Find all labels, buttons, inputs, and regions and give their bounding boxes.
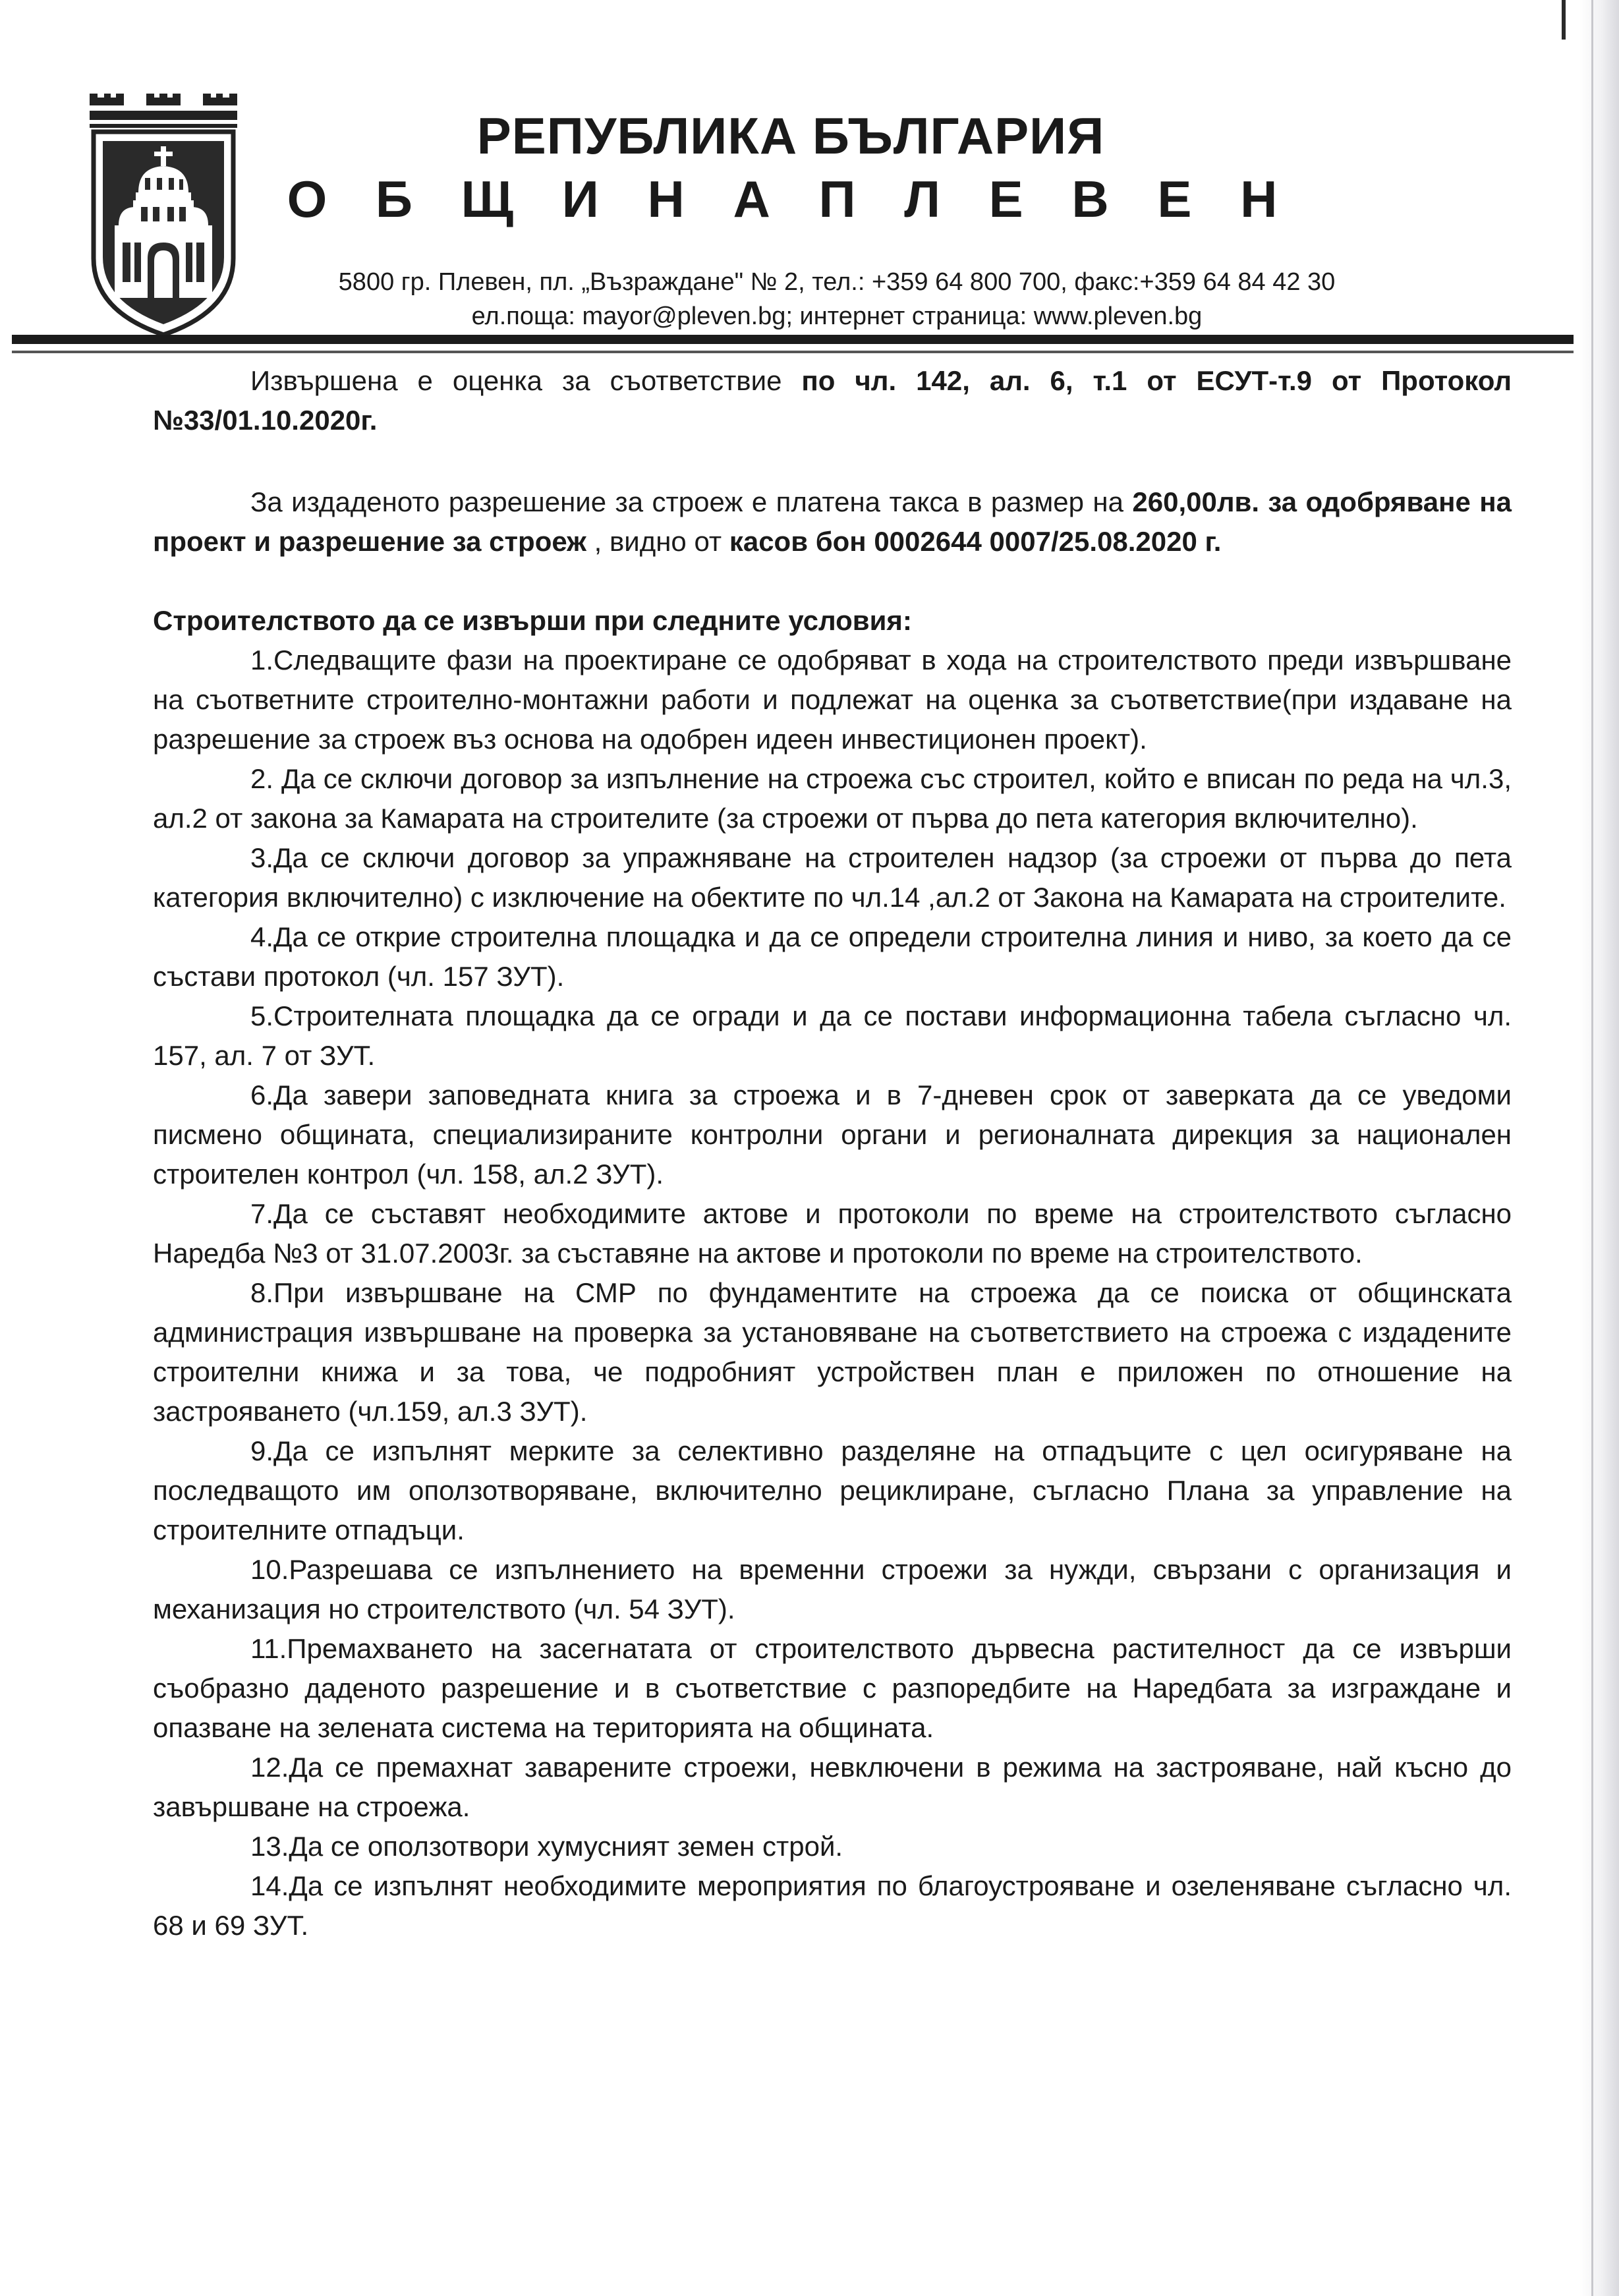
address-line: 5800 гр. Плевен, пл. „Възраждане" № 2, тел.: +359 64 800 700, факс:+359 64 84 42 30 [338,268,1336,296]
assessment-reference: по чл. 142, ал. 6, т.1 от ЕСУТ-т.9 от Протокол №33/01.10.2020г. [153,365,1512,436]
condition-item: 10.Разрешава се изпълнението на временни строежи за нужди, свързани с организация и механизация но строителството (чл. 54 ЗУТ). [153,1554,1512,1624]
header-divider-thick [12,335,1574,344]
letterhead-title [264,105,1555,232]
scan-corner-mark [1562,0,1566,40]
email-web-line: ел.поща: mayor@pleven.bg; интернет страница: www.pleven.bg [471,302,1203,330]
fee-text: За издаденото разрешение за строеж е платена такса в размер на [250,486,1133,517]
assessment-paragraph [153,361,1512,440]
fee-receipt: касов бон 0002644 0007/25.08.2020 г. [729,526,1222,557]
condition-item: 7.Да се съставят необходимите актове и протоколи по време на строителството съгласно Наредба №3 от 31.07.2003г. за съставяне на актове и протоколи по време на строителството. [153,1198,1512,1269]
condition-item: 3.Да се сключи договор за упражняване на строителен надзор (за строежи от първа до пета категория включително) с изключение на обектите по чл.14 ,ал.2 от Закона на Камарата на строителите. [153,842,1512,913]
fee-amount: 260,00лв. за одобряване на проект и разрешение за строеж [153,486,1512,557]
country-title: РЕПУБЛИКА БЪЛГАРИЯ [476,107,1105,165]
header-divider-thin [12,351,1574,353]
fee-paragraph [153,482,1512,561]
condition-item: 8.При извършване на СМР по фундаментите на строежа да се поиска от общинската администрация извършване на проверка за установяване на съответствието на строежа с издадените строителни книжа и за това, че подробният устройствен план е приложен по отношение на застрояването (чл.159, ал.3 ЗУТ). [153,1277,1512,1427]
condition-item: 14.Да се изпълнят необходимите мероприятия по благоустрояване и озеленяване съгласно чл. 68 и 69 ЗУТ. [153,1870,1512,1941]
conditions-heading: Строителството да се извърши при следните условия: [153,605,912,636]
condition-item: 2. Да се сключи договор за изпълнение на строежа със строител, който е вписан по реда на чл.3, ал.2 от закона за Камарата на строителите (за строежи от първа до пета категория включително). [153,763,1512,834]
municipality-title: О Б Щ И Н А П Л Е В Е Н [287,170,1295,228]
condition-item: 6.Да завери заповедната книга за строежа и в 7-дневен срок от заверката да се уведоми писмено общината, специализираните контролни органи и регионалната дирекция за национален строителен контрол (чл. 158, ал.2 ЗУТ). [153,1079,1512,1190]
letterhead-contact [283,265,1390,333]
scan-edge [1579,0,1619,2296]
document-body [153,361,1512,1945]
condition-item: 12.Да се премахнат заварените строежи, невключени в режима на застрояване, най късно до завършване на строежа. [153,1752,1512,1822]
fee-text-2: , видно от [586,526,729,557]
condition-item: 5.Строителната площадка да се огради и да се постави информационна табела съгласно чл. 157, ал. 7 от ЗУТ. [153,1000,1512,1071]
condition-item: 4.Да се открие строителна площадка и да се определи строителна линия и ниво, за което да се състави протокол (чл. 157 ЗУТ). [153,921,1512,992]
condition-item: 1.Следващите фази на проектиране се одобряват в хода на строителството преди извършване на съответните строително-монтажни работи и подлежат на оценка за съответствие(при издаване на разрешение за строеж въз основа на одобрен идеен инвестиционен проект). [153,645,1512,755]
condition-item: 9.Да се изпълнят мерките за селективно разделяне на отпадъците с цел осигуряване на последващото им оползотворяване, включително рециклиране, съгласно Плана за управление на строителните отпадъци. [153,1435,1512,1545]
condition-item: 13.Да се оползотвори хумусният земен строй. [250,1831,843,1862]
condition-item: 11.Премахването на засегнатата от строителството дървесна растителност да се извърши съобразно даденото разрешение и в съответствие с разпоредбите на Наредбата за изграждане и опазване на зелената система на територията на общината. [153,1633,1512,1743]
assessment-text: Извършена е оценка за съответствие [250,365,802,396]
